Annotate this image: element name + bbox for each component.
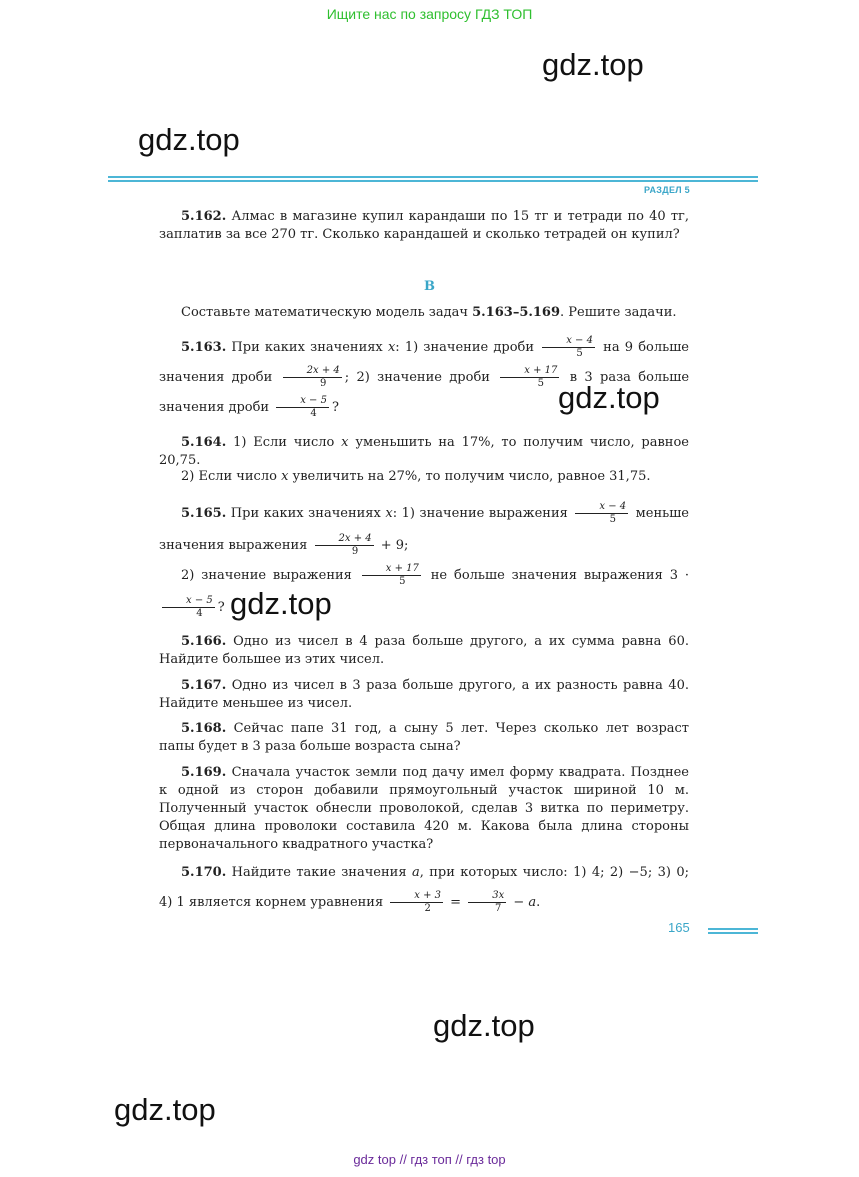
fraction — [362, 563, 421, 588]
problem-5-167 — [159, 677, 689, 713]
text: ? — [331, 400, 339, 415]
text: на 9 больше значения дроби — [159, 340, 689, 385]
text: 2) Если число — [181, 469, 282, 484]
text: , при которых число: 1) 4; 2) −5; 3) 0; 4) 1 является корнем уравнения — [159, 865, 690, 910]
var: x — [281, 469, 289, 484]
text: . — [536, 895, 541, 910]
watermark: gdz.top — [558, 380, 660, 415]
denominator: 7 — [495, 903, 502, 914]
problem-number: 5.164. — [181, 435, 227, 450]
page-number-rule — [708, 932, 758, 934]
text: увеличить на 27%, то получим число, равное 31,75. — [288, 469, 651, 484]
problem-5-165 — [159, 498, 689, 562]
problem-5-164-part-2 — [159, 468, 689, 486]
watermark: gdz.top — [433, 1008, 535, 1043]
problem-5-170 — [159, 858, 689, 918]
header-rule — [108, 176, 758, 178]
fraction — [468, 890, 506, 915]
text: 1) Если число — [233, 435, 342, 450]
denominator: 9 — [320, 378, 327, 389]
problem-text: Одно из чисел в 3 раза больше другого, а их разность равна 40. Найдите меньшее из чисел. — [159, 678, 689, 711]
text: При каких значениях — [231, 340, 388, 355]
denominator: 9 — [351, 546, 359, 557]
problem-number: 5.167. — [181, 678, 227, 693]
section-label: РАЗДЕЛ 5 — [644, 185, 690, 195]
fraction — [390, 890, 443, 915]
fraction — [162, 595, 215, 620]
numerator: x − 4 — [542, 335, 595, 348]
intro-range: 5.163–5.169 — [472, 305, 561, 320]
text: − — [509, 895, 529, 910]
fraction — [542, 335, 595, 360]
problem-5-164 — [159, 434, 689, 470]
difficulty-level: B — [424, 279, 435, 294]
denominator: 4 — [310, 408, 317, 419]
problem-number: 5.169. — [181, 765, 227, 780]
problem-text: Алмас в магазине купил карандаши по 15 тг и тетради по 40 тг, заплатив за все 270 тг. Сколько карандашей и сколько тетрадей он купил? — [159, 209, 690, 242]
text: уменьшить на 17%, то получим число, равное 20,75. — [159, 435, 689, 468]
var: x — [385, 506, 393, 521]
intro-line — [159, 304, 689, 322]
numerator: x + 17 — [362, 563, 421, 576]
fraction — [315, 533, 374, 558]
problem-text: Сейчас папе 31 год, а сыну 5 лет. Через сколько лет возраст папы будет в 3 раза больше возраста сына? — [159, 721, 689, 754]
problem-5-169 — [159, 764, 689, 854]
var: x — [387, 340, 396, 355]
watermark: gdz.top — [114, 1092, 216, 1127]
numerator: 2x + 4 — [283, 365, 342, 378]
text: : 1) значение дроби — [395, 340, 540, 355]
text: 3 · — [669, 568, 689, 583]
watermark: gdz.top — [542, 47, 644, 82]
denominator: 5 — [576, 348, 583, 359]
numerator: x + 17 — [500, 365, 559, 378]
problem-number: 5.168. — [181, 721, 227, 736]
numerator: x − 5 — [276, 395, 329, 408]
denominator: 5 — [537, 378, 545, 389]
text: не больше значения выражения — [430, 568, 670, 583]
var: a — [528, 895, 537, 910]
header-rule — [108, 180, 758, 182]
watermark: gdz.top — [230, 586, 332, 621]
problem-text: Сначала участок земли под дачу имел форму квадрата. Позднее к одной из сторон добавили прямоугольный участок шириной 10 м. Полученный участок обнесли проволокой, сделав 3 витка по периметру. Общая длина проволоки составила 420 м. Какова была длина стороны первоначального квадратного участка? — [159, 765, 689, 852]
problem-text: Одно из чисел в 4 раза больше другого, а их сумма равна 60. Найдите большее из этих чисел. — [159, 634, 689, 667]
numerator: 2x + 4 — [315, 533, 374, 546]
problem-number: 5.165. — [181, 506, 227, 521]
intro-text: . Решите задачи. — [560, 305, 677, 320]
denominator: 2 — [424, 903, 431, 914]
page-number-rule — [708, 928, 758, 930]
denominator: 5 — [399, 576, 406, 587]
problem-5-168 — [159, 720, 689, 756]
intro-text: Составьте математическую модель задач — [181, 305, 473, 320]
fraction — [500, 365, 559, 390]
denominator: 4 — [196, 608, 203, 619]
var: x — [341, 435, 349, 450]
footer-link[interactable]: gdz top // гдз топ // гдз top — [353, 1152, 506, 1167]
fraction — [575, 501, 628, 526]
problem-number: 5.162. — [181, 209, 227, 224]
problem-5-162 — [159, 208, 689, 244]
text: Найдите такие значения — [231, 865, 412, 880]
problem-number: 5.170. — [181, 865, 227, 880]
text: + 9; — [376, 538, 409, 553]
text: ? — [217, 600, 225, 615]
fraction — [276, 395, 329, 420]
text: ; 2) значение дроби — [344, 370, 498, 385]
text: При каких значениях — [230, 506, 386, 521]
numerator: x − 5 — [162, 595, 215, 608]
problem-number: 5.163. — [181, 340, 227, 355]
text: меньше значения выражения — [159, 506, 689, 553]
numerator: 3x — [468, 890, 506, 903]
var: a — [411, 865, 420, 880]
numerator: x − 4 — [575, 501, 628, 514]
problem-5-166 — [159, 633, 689, 669]
watermark: gdz.top — [138, 122, 240, 157]
problem-number: 5.166. — [181, 634, 227, 649]
denominator: 5 — [609, 514, 616, 525]
text: : 1) значение выражения — [392, 506, 573, 521]
text: в 3 раза больше значения дроби — [159, 370, 690, 415]
text: = — [446, 895, 466, 910]
page-number: 165 — [668, 920, 690, 935]
fraction — [283, 365, 342, 390]
numerator: x + 3 — [390, 890, 443, 903]
text: 2) значение выражения — [181, 568, 359, 583]
header-search-link[interactable]: Ищите нас по запросу ГДЗ ТОП — [326, 6, 533, 22]
